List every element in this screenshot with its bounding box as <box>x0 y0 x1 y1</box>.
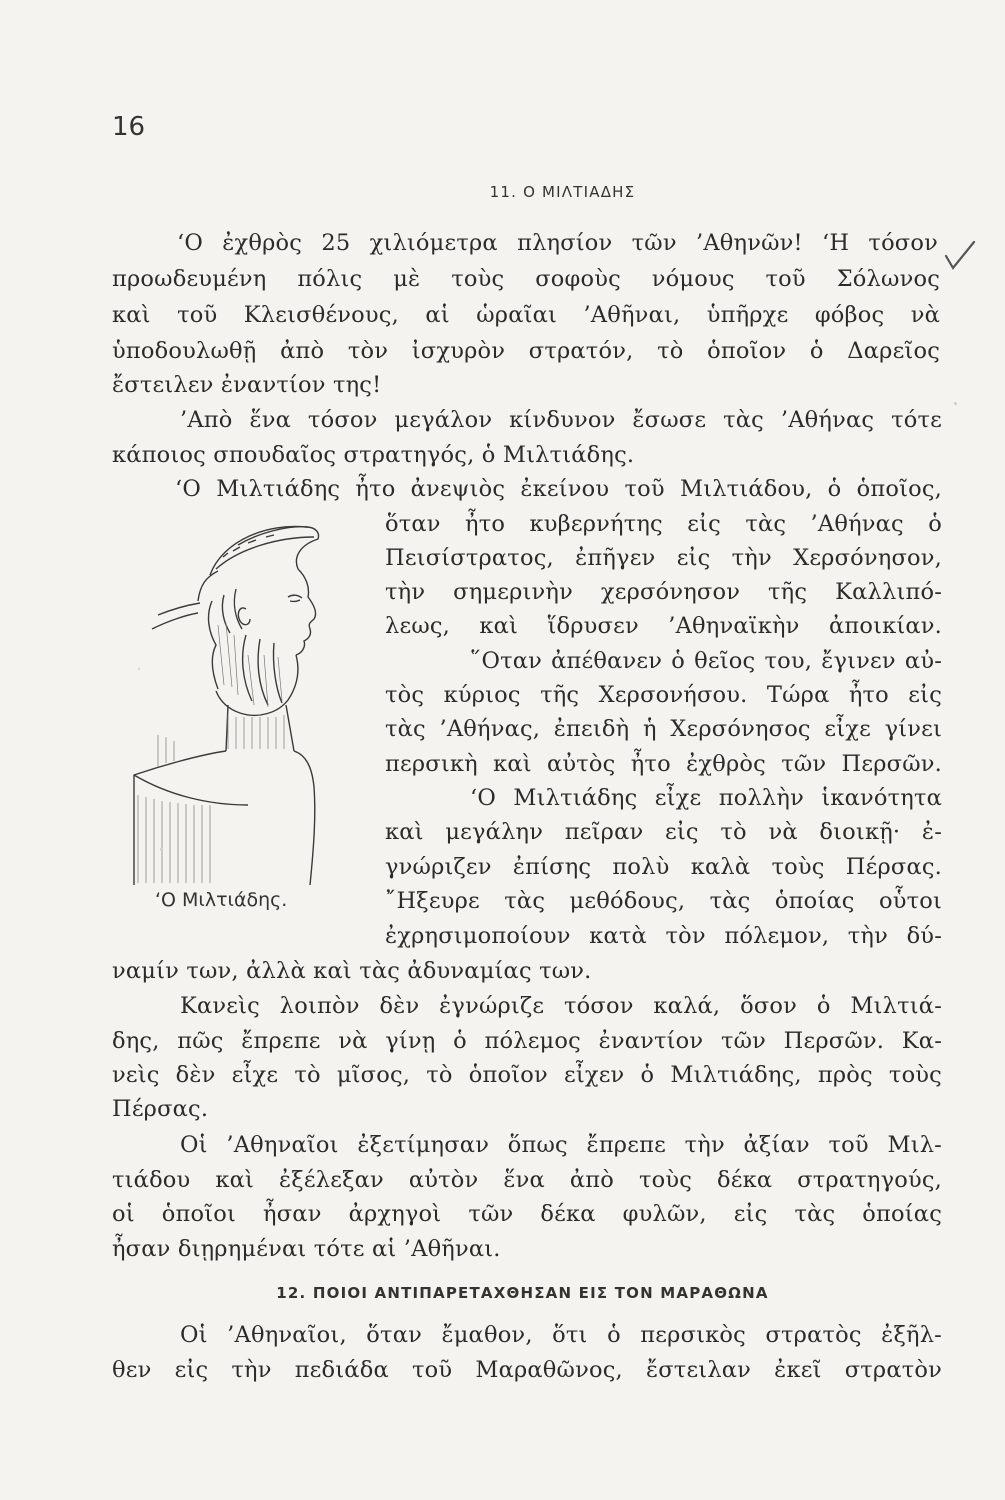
text-line: Οἱ ’Αθηναῖοι, ὅταν ἔμαθον, ὅτι ὁ περσικὸς στρατὸς ἐξῆλ- <box>180 1322 942 1348</box>
text-line: οἱ ὁποῖοι ἦσαν ἀρχηγοὶ τῶν δέκα φυλῶν, εἰς τὰς ὁποίας <box>112 1201 942 1227</box>
section-heading: 11. Ο ΜΙΛΤΙΑΔΗΣ <box>489 183 636 201</box>
page-number: 16 <box>112 112 146 142</box>
text-line: νεὶς δὲν εἶχε τὸ μῖσος, τὸ ὁποῖον εἶχεν ὁ Μιλτιάδης, πρὸς τοὺς <box>112 1062 942 1088</box>
illustration-caption: ‘Ο Μιλτιάδης. <box>155 889 288 911</box>
text-line: τιάδου καὶ ἐξέλεξαν αὐτὸν ἕνα ἀπὸ τοὺς δέκα στρατηγούς, <box>112 1167 942 1193</box>
text-line: προωδευμένη πόλις μὲ τοὺς σοφοὺς νόμους τοῦ Σόλωνος <box>112 266 940 292</box>
text-line: Πεισίστρατος, ἐπῆγεν εἰς τὴν Χερσόνησον, <box>385 545 942 571</box>
text-line: ναμίν των, ἀλλὰ καὶ τὰς ἀδυναμίας των. <box>112 958 592 984</box>
text-line: ὅταν ἦτο κυβερνήτης εἰς τὰς ’Αθήνας ὁ <box>385 511 942 537</box>
text-line: καὶ μεγάλην πεῖραν εἰς τὸ νὰ διοικῇ· ἐ- <box>385 819 942 845</box>
text-line: ὑποδουλωθῇ ἀπὸ τὸν ἰσχυρὸν στρατόν, τὸ ὁποῖον ὁ Δαρεῖος <box>112 338 940 364</box>
text-line: τὸς κύριος τῆς Χερσονήσου. Τώρα ἦτο εἰς <box>385 682 942 708</box>
text-line: τὰς ’Αθήνας, ἐπειδὴ ἡ Χερσόνησος εἶχε γίνει <box>385 716 942 742</box>
text-line: ἐχρησιμοποίουν κατὰ τὸν πόλεμον, τὴν δύ- <box>385 923 942 949</box>
text-line: ἔστειλεν ἐναντίον της! <box>112 372 382 398</box>
text-line: ἦσαν διῃρημέναι τότε αἱ ’Αθῆναι. <box>112 1236 501 1262</box>
text-line: ῎Ηξευρε τὰς μεθόδους, τὰς ὁποίας οὗτοι <box>385 888 942 914</box>
text-line: Κανεὶς λοιπὸν δὲν ἐγνώριζε τόσον καλά, ὅσον ὁ Μιλτιά- <box>180 993 942 1019</box>
section-heading: 12. ΠΟΙΟΙ ΑΝΤΙΠΑΡΕΤΑΧΘΗΣΑΝ ΕΙΣ ΤΟΝ ΜΑΡΑΘΩΝΑ <box>276 1284 769 1302</box>
text-line: λεως, καὶ ἵδρυσεν ’Αθηναϊκὴν ἀποικίαν. <box>385 613 942 639</box>
text-line: ’Απὸ ἕνα τόσον μεγάλον κίνδυνον ἔσωσε τὰς ’Αθήνας τότε <box>180 407 942 433</box>
text-line: γνώριζεν ἐπίσης πολὺ καλὰ τοὺς Πέρσας. <box>385 854 942 880</box>
text-line: δης, πῶς ἔπρεπε νὰ γίνῃ ὁ πόλεμος ἐναντίον τῶν Περσῶν. Κα- <box>112 1028 942 1054</box>
text-line: κάποιος σπουδαῖος στρατηγός, ὁ Μιλτιάδης. <box>112 442 635 468</box>
checkmark-icon <box>940 236 980 276</box>
text-line: ῞Οταν ἀπέθανεν ὁ θεῖος του, ἔγινεν αὐ- <box>470 648 942 674</box>
text-line: καὶ τοῦ Κλεισθένους, αἱ ὡραῖαι ’Αθῆναι, ὑπῆρχε φόβος νὰ <box>112 302 940 328</box>
text-line: ‘Ο Μιλτιάδης ἦτο ἀνεψιὸς ἐκείνου τοῦ Μιλτιάδου, ὁ ὁποῖος, <box>175 476 942 502</box>
miltiades-bust-illustration <box>128 505 378 885</box>
text-line: θεν εἰς τὴν πεδιάδα τοῦ Μαραθῶνος, ἔστειλαν ἐκεῖ στρατὸν <box>112 1357 942 1383</box>
text-line: περσικὴ καὶ αὐτὸς ἦτο ἐχθρὸς τῶν Περσῶν. <box>385 751 942 777</box>
text-line: τὴν σημερινὴν χερσόνησον τῆς Καλλιπό- <box>385 579 942 605</box>
text-line: Πέρσας. <box>112 1096 209 1122</box>
text-line: Οἱ ’Αθηναῖοι ἐξετίμησαν ὅπως ἔπρεπε τὴν ἀξίαν τοῦ Μιλ- <box>180 1132 942 1158</box>
text-line: ‘Ο Μιλτιάδης εἶχε πολλὴν ἱκανότητα <box>470 785 942 811</box>
text-line: ‘Ο ἐχθρὸς 25 χιλιόμετρα πλησίον τῶν ’Αθηνῶν! ‘Η τόσον <box>177 230 938 256</box>
